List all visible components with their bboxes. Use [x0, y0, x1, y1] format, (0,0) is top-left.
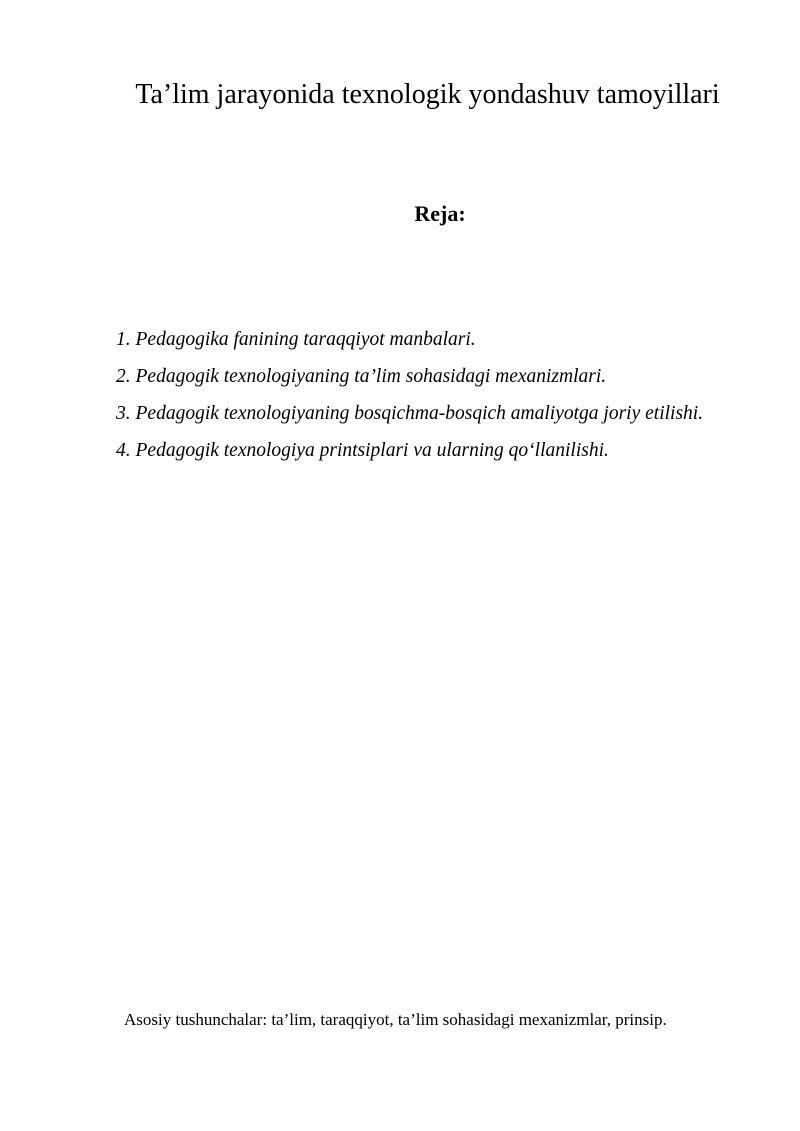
document-title: Ta’lim jarayonida texnologik yondashuv tamoyillari: [135, 79, 720, 110]
plan-item: 1. Pedagogika fanining taraqqiyot manbalari.: [116, 329, 476, 350]
plan-heading: Reja:: [414, 201, 466, 226]
plan-item: 3. Pedagogik texnologiyaning bosqichma-bosqich amaliyotga joriy etilishi.: [116, 403, 704, 424]
plan-list: [116, 321, 716, 469]
plan-item: 4. Pedagogik texnologiya printsiplari va ularning qo‘llanilishi.: [116, 440, 609, 461]
plan-item: 2. Pedagogik texnologiyaning ta’lim sohasidagi mexanizmlari.: [116, 366, 607, 387]
key-concepts: Asosiy tushunchalar: ta’lim, taraqqiyot, ta’lim sohasidagi mexanizmlar, prinsip.: [124, 1010, 667, 1029]
